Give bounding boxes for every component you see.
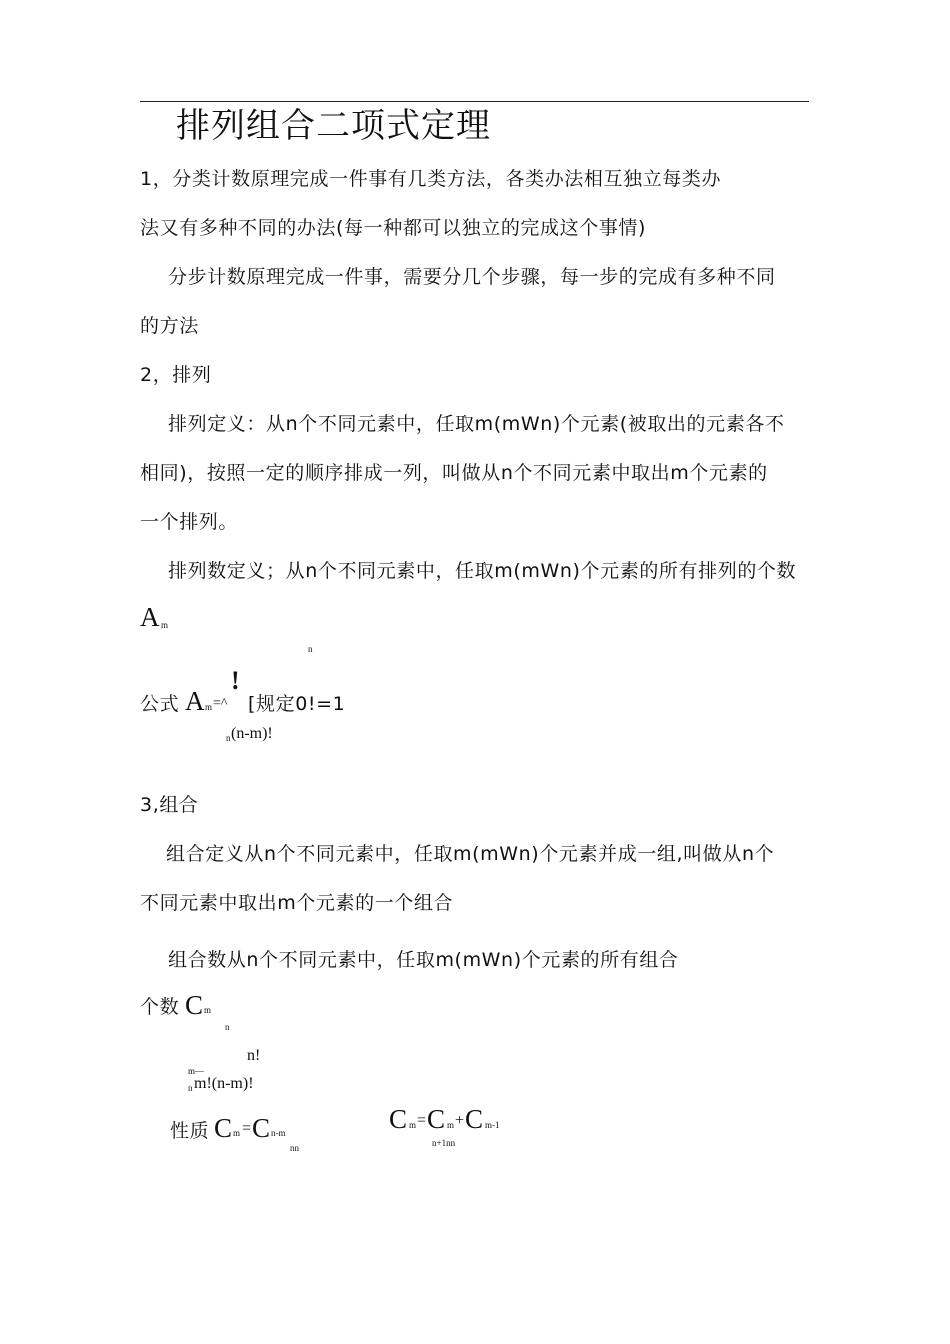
math-symbol: A [185, 686, 205, 716]
paragraph-line: 的方法 [140, 315, 199, 337]
fraction-denominator: m!(n-m)! [194, 1075, 254, 1092]
property-label: 性质 [170, 1120, 210, 1142]
formula-factorial: ! [231, 666, 240, 695]
math-equals: = [417, 1112, 427, 1129]
paragraph-line: 组合定义从n个不同元素中，任取m(mWn)个元素并成一组,叫做从n个 [166, 843, 775, 865]
math-symbol: C [252, 1113, 271, 1143]
fraction-numerator: n! [247, 1047, 261, 1064]
paragraph-line: 排列数定义；从n个不同元素中，任取m(mWn)个元素的所有排列的个数 [168, 560, 797, 582]
paragraph-line: 一个排列。 [140, 511, 239, 533]
math-subscript: n+1nn [432, 1138, 456, 1148]
math-superscript: m [161, 620, 169, 630]
math-subscript: n-m [271, 1128, 286, 1138]
math-subscript: n [226, 733, 231, 743]
paragraph-line: 1，分类计数原理完成一件事有几类方法，各类办法相互独立每类办 [140, 168, 722, 190]
math-subscript: m [205, 702, 213, 712]
paragraph-line: 组合数从n个不同元素中，任取m(mWn)个元素的所有组合 [168, 949, 679, 971]
section-heading: 3,组合 [140, 794, 199, 816]
formula-denominator: (n-m)! [231, 725, 273, 742]
section-heading: 2，排列 [140, 364, 212, 386]
math-subscript: m [409, 1120, 417, 1130]
formula-note: [规定0!=1 [248, 693, 346, 715]
math-symbol: A [140, 602, 160, 632]
top-rule [140, 101, 809, 102]
math-subscript: nn [290, 1143, 299, 1153]
formula-equals: =^ [213, 696, 228, 711]
math-symbol: C [389, 1104, 408, 1134]
math-symbol: C [214, 1113, 233, 1143]
math-superscript: m [204, 1005, 212, 1015]
paragraph-line: 相同)，按照一定的顺序排成一列，叫做从n个不同元素中取出m个元素的 [140, 462, 768, 484]
math-subscript: m [447, 1120, 455, 1130]
math-subscript: m [233, 1128, 241, 1138]
math-symbol: C [427, 1104, 446, 1134]
math-subscript: n [188, 1083, 193, 1093]
paragraph-line: 个数 [140, 996, 180, 1018]
fraction-mark: m— [188, 1066, 205, 1076]
math-subscript: n [225, 1022, 230, 1032]
page-title: 排列组合二项式定理 [176, 106, 491, 146]
formula-label: 公式 [140, 693, 180, 715]
paragraph-line: 法又有多种不同的办法(每一种都可以独立的完成这个事情) [140, 217, 647, 239]
math-subscript: m-1 [485, 1120, 500, 1130]
paragraph-line: 分步计数原理完成一件事，需要分几个步骤，每一步的完成有多种不同 [168, 266, 776, 288]
math-equals: = [242, 1120, 252, 1137]
paragraph-line: 不同元素中取出m个元素的一个组合 [140, 892, 454, 914]
paragraph-line: 排列定义：从n个不同元素中，任取m(mWn)个元素(被取出的元素各不 [168, 413, 785, 435]
math-symbol: C [185, 990, 204, 1020]
math-plus: + [455, 1112, 465, 1129]
math-subscript: n [308, 644, 313, 654]
math-symbol: C [465, 1104, 484, 1134]
